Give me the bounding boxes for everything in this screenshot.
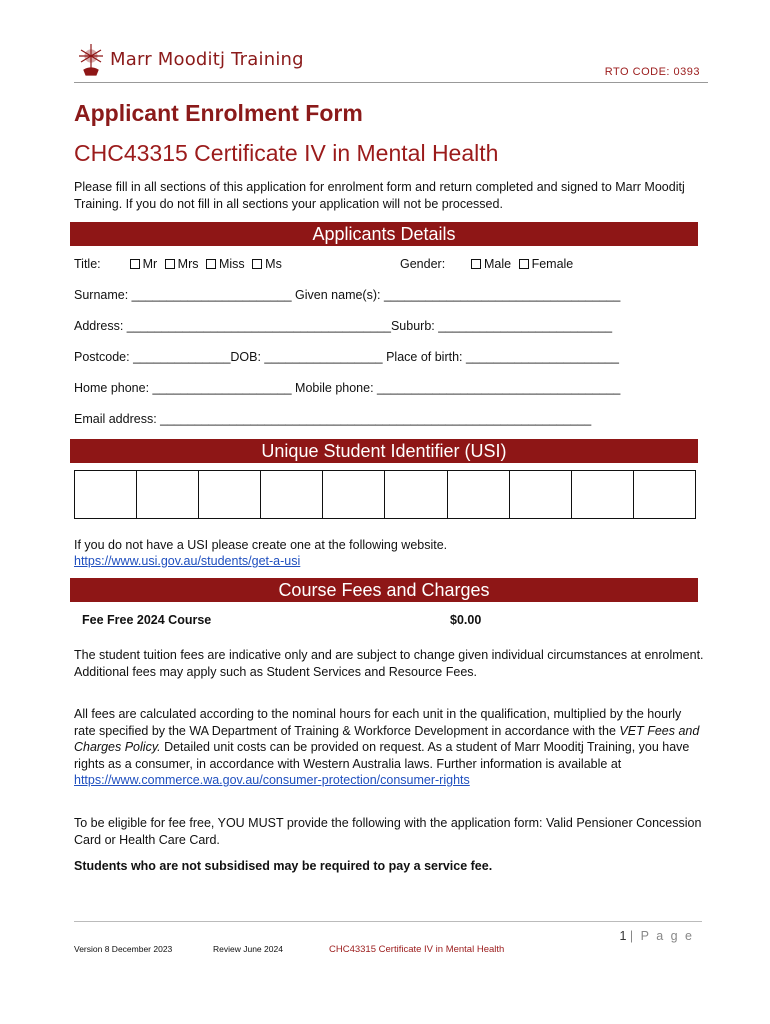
page-label: | P a g e xyxy=(629,929,694,943)
consumer-rights-link[interactable]: https://www.commerce.wa.gov.au/consumer-protection/consumer-rights xyxy=(74,773,470,787)
usi-cell[interactable] xyxy=(633,471,695,518)
title-label: Title: xyxy=(74,257,101,271)
logo-emblem-icon xyxy=(78,42,104,76)
fees-paragraph-2 xyxy=(74,706,704,789)
title-gender-row xyxy=(74,257,694,271)
gender-male-label: Male xyxy=(484,257,512,271)
applicants-details-heading: Applicants Details xyxy=(70,222,698,246)
gender-female-checkbox[interactable] xyxy=(519,259,529,269)
title-mr-label: Mr xyxy=(142,257,158,271)
fees-paragraph-2-text-cont: Detailed unit costs can be provided on request. As a student of Marr Mooditj Training, you have rights as a consumer, in accordance with Western Australia laws. Further information is available at xyxy=(74,740,690,771)
title-ms-checkbox[interactable] xyxy=(252,259,262,269)
email-field[interactable]: Email address: ______________________________________________________________ xyxy=(74,412,592,426)
title-mr-checkbox[interactable] xyxy=(130,259,140,269)
usi-cell[interactable] xyxy=(571,471,633,518)
surname-given-name-field[interactable]: Surname: _______________________ Given name(s): __________________________________ xyxy=(74,288,621,302)
fees-paragraph-3: To be eligible for fee free, YOU MUST provide the following with the application form: Valid Pensioner Concession Card or Health Care Card. xyxy=(74,816,702,847)
page-title: Applicant Enrolment Form xyxy=(74,100,363,126)
page-header xyxy=(74,40,708,83)
course-fees-heading: Course Fees and Charges xyxy=(70,578,698,602)
postcode-dob-birthplace-field[interactable]: Postcode: ______________DOB: _________________ Place of birth: ______________________ xyxy=(74,350,619,364)
logo-text: Marr Mooditj Training xyxy=(110,48,304,70)
fees-paragraph-2-text: All fees are calculated according to the nominal hours for each unit in the qualification, multiplied by the hourly rate specified by the WA Department of Training & Workforce Development in accordance with the xyxy=(74,707,682,738)
title-mrs-checkbox[interactable] xyxy=(165,259,175,269)
rto-code: RTO CODE: 0393 xyxy=(604,66,700,78)
title-miss-checkbox[interactable] xyxy=(206,259,216,269)
usi-link[interactable]: https://www.usi.gov.au/students/get-a-usi xyxy=(74,554,301,568)
fee-amount: $0.00 xyxy=(450,613,482,627)
usi-cell[interactable] xyxy=(75,471,136,518)
usi-cell[interactable] xyxy=(509,471,571,518)
fees-paragraph-1: The student tuition fees are indicative only and are subject to change given individual circumstances at enrolment. Additional fees may apply such as Student Services and Resource Fees. xyxy=(74,648,704,679)
phone-fields[interactable]: Home phone: ____________________ Mobile phone: ___________________________________ xyxy=(74,381,621,395)
intro-text: Please fill in all sections of this application for enrolment form and return completed and signed to Marr Mooditj Training. If you do not fill in all sections your application will not be processed. xyxy=(74,180,685,211)
footer-divider xyxy=(74,921,702,922)
page-number xyxy=(619,929,694,943)
usi-cell[interactable] xyxy=(447,471,509,518)
usi-cell[interactable] xyxy=(322,471,384,518)
usi-cell[interactable] xyxy=(384,471,446,518)
footer-version: Version 8 December 2023 xyxy=(74,944,173,954)
gender-male-checkbox[interactable] xyxy=(471,259,481,269)
usi-input-grid[interactable] xyxy=(74,470,696,519)
footer-review: Review June 2024 xyxy=(213,944,283,954)
policy-name: VET Fees and Charges Policy. xyxy=(74,723,700,754)
service-fee-note: Students who are not subsidised may be required to pay a service fee. xyxy=(74,859,493,873)
usi-cell[interactable] xyxy=(198,471,260,518)
footer-course: CHC43315 Certificate IV in Mental Health xyxy=(329,944,505,955)
title-ms-label: Ms xyxy=(265,257,282,271)
usi-cell[interactable] xyxy=(136,471,198,518)
usi-note: If you do not have a USI please create one at the following website. xyxy=(74,538,448,552)
gender-label: Gender: xyxy=(400,257,446,271)
page-number-value: 1 xyxy=(619,929,627,943)
usi-heading: Unique Student Identifier (USI) xyxy=(70,439,698,463)
usi-cell[interactable] xyxy=(260,471,322,518)
logo xyxy=(78,42,304,76)
title-miss-label: Miss xyxy=(218,257,245,271)
address-suburb-field[interactable]: Address: ______________________________________Suburb: _________________________ xyxy=(74,319,613,333)
fee-item: Fee Free 2024 Course xyxy=(82,613,212,627)
course-subtitle: CHC43315 Certificate IV in Mental Health xyxy=(74,140,499,166)
title-mrs-label: Mrs xyxy=(177,257,199,271)
gender-female-label: Female xyxy=(531,257,574,271)
